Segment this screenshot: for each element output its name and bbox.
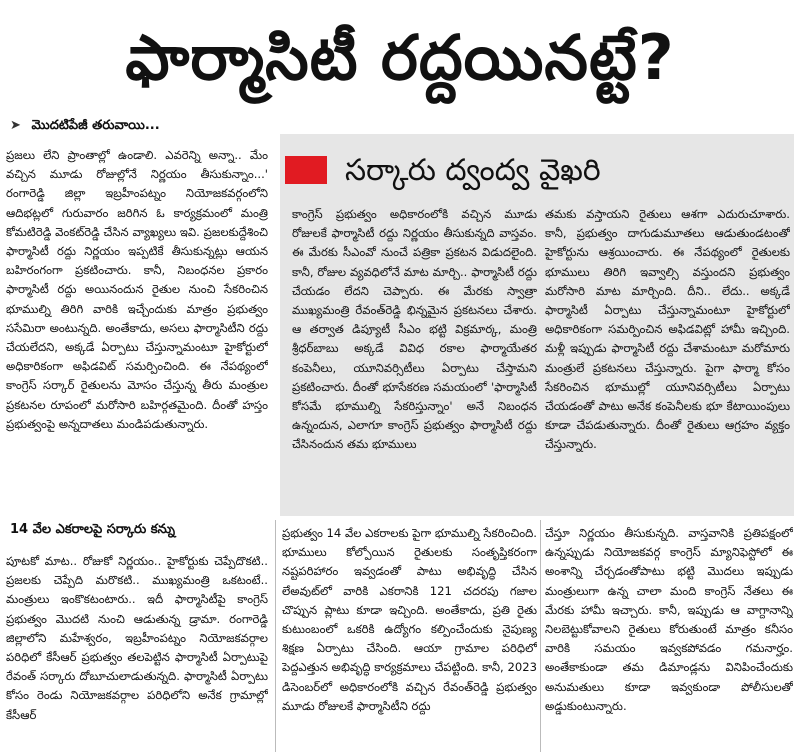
left-column-top	[6, 146, 268, 511]
left-column-bottom	[6, 552, 268, 752]
box-col-2-text: తమకు వస్తాయని రైతులు ఆశగా ఎదురుచూశారు. కానీ, ప్రభుత్వం దాగుడుమూతలు ఆడుతుండటంతో హైకోర్టును ఆశ్రయించారు. ఈ నేపథ్యంలో రైతులకు భూములు తిరిగి ఇవ్వాల్సి వస్తుందని ప్రభుత్వం మరోసారి మాట మార్చింది. దీని.. లేదు.. అక్కడే ఫార్మాసిటీ ఏర్పాటు చేస్తున్నామంటూ హైకోర్టులో అధికారికంగా సమర్పించిన అఫిడవిట్లో హామీ ఇచ్చింది. మళ్లీ ఇప్పుడు ఫార్మాసిటీ రద్దు చేశామంటూ మరోమారు మంత్రులే ప్రకటనలు చేస్తున్నారు. పైగా ఫార్మా కోసం సేకరించిన భూముల్లో యూనివర్సిటీలు ఏర్పాటు చేయడంతో పాటు అనేక కంపెనీలకు భూ కేటాయింపులు కూడా చేపడుతున్నారు. దీంతో రైతులు ఆగ్రహం వ్యక్తం చేస్తున్నారు.	[545, 207, 790, 452]
column-divider	[275, 520, 276, 752]
jump-note-text: మొదటిపేజీ తరువాయి...	[31, 118, 160, 133]
left-bottom-paragraph: పూటకో మాట.. రోజుకో నిర్ణయం.. హైకోర్టుకు చెప్పేదొకటి.. ప్రజలకు చెప్పేది మరొకటి.. ముఖ్యమంత్రి ఒకటంటే.. మంత్రులు ఇంకొకటంటారు.. ఇదీ ఫార్మాసిటీపై కాంగ్రెస్ ప్రభుత్వం మొదటి నుంచి ఆడుతున్న డ్రామా. రంగారెడ్డి జిల్లాలోని మహేశ్వరం, ఇబ్రహీంపట్నం నియోజకవర్గాల పరిధిలో కేసీఆర్ ప్రభుత్వం తలపెట్టిన ఫార్మాసిటీ ఏర్పాటుపై రేవంత్ సర్కారు దోబూచులాడుతున్నది. ఫార్మాసిటీ ఏర్పాటు కోసం రెండు నియోజకవర్గాల పరిధిలోని అనేక గ్రామాల్లో కేసీఆర్	[6, 554, 268, 722]
left-paragraph-1: ప్రజలు లేని ప్రాంతాల్లో ఉండాలి. ఎవరెన్ని అన్నా.. మేం వచ్చిన మూడు రోజుల్లోనే నిర్ణయం తీసుకున్నాం...' రంగారెడ్డి జిల్లా ఇబ్రహీంపట్నం నియోజకవర్గంలోని ఆదిభట్లలో గురువారం జరిగిన ఓ కార్యక్రమంలో మంత్రి కోమటిరెడ్డి వెంకట్‌రెడ్డి చేసిన వ్యాఖ్యలు ఇవి. ప్రజలకుద్దేశించి ఫార్మాసిటీ రద్దు నిర్ణయం ఇప్పటికే తీసుకున్నట్లు ఆయన బహిరంగంగా ప్రకటించారు. కానీ, నిబంధనల ప్రకారం ఫార్మాసిటీ రద్దు అయినందున రైతుల నుంచి సేకరించిన భూముల్ని తిరిగి వారికి ఇచ్చేందుకు మాత్రం ప్రభుత్వం ససేమిరా అంటున్నది. అంతేకాదు, అసలు ఫార్మాసిటీని రద్దు చేయలేదని, అక్కడే ఏర్పాటు చేస్తున్నామంటూ హైకోర్టులో అధికారికంగా అఫిడవిట్ సమర్పించింది. ఈ నేపథ్యంలో కాంగ్రెస్ సర్కార్ రైతులను మోసం చేస్తున్న తీరు మంత్రుల ప్రకటనల రూపంలో మరోసారి బహిర్గతమైంది. దీంతో హస్తం ప్రభుత్వంపై అన్నదాతలు మండిపడుతున్నారు.	[6, 148, 268, 431]
box-header	[285, 142, 790, 198]
red-square-marker	[285, 156, 327, 184]
right-column-bottom	[545, 524, 793, 752]
box-column-2	[545, 205, 790, 513]
box-title: సర్కారు ద్వంద్వ వైఖరి	[345, 153, 601, 188]
middle-bottom-paragraph: ప్రభుత్వం 14 వేల ఎకరాలకు పైగా భూముల్ని సేకరించింది. భూములు కోల్పోయిన రైతులకు సంతృప్తికరంగా నష్టపరిహారం ఇవ్వడంతో పాటు అభివృద్ధి చేసిన లేఅవుట్‌లో వారికి ఎకరానికి 121 చదరపు గజాల చొప్పున ప్లాటు కూడా ఇచ్చింది. అంతేకాదు, ప్రతి రైతు కుటుంబంలో ఒకరికి ఉద్యోగం కల్పించేందుకు నైపుణ్య శిక్షణ ఏర్పాటు చేసింది. ఆయా గ్రామాల పరిధిలో పెద్దఎత్తున అభివృద్ధి కార్యక్రమాలు చేపట్టింది. కానీ, 2023 డిసెంబర్‌లో అధికారంలోకి వచ్చిన రేవంత్‌రెడ్డి ప్రభుత్వం మూడు రోజులకే ఫార్మాసిటీని రద్దు	[282, 526, 537, 713]
chevron-right-icon: ➤	[10, 118, 21, 133]
box-column-1	[292, 205, 537, 513]
headline: ఫార్మాసిటీ రద్దయినట్టే?	[125, 21, 675, 94]
right-bottom-paragraph: చేస్తూ నిర్ణయం తీసుకున్నది. వాస్తవానికి ప్రతిపక్షంలో ఉన్నప్పుడు నియోజకవర్గ కాంగ్రెస్ మ్యానిఫెస్టోలో ఈ అంశాన్ని చేర్చడంతోపాటు భట్టి మొదలు ఇప్పుడు మంత్రులుగా ఉన్న చాలా మంది కాంగ్రెస్ నేతలు ఈ మేరకు హామీ ఇచ్చారు. కానీ, ఇప్పుడు ఆ వాగ్దానాన్ని నిలబెట్టుకోవాలని రైతులు కోరుతుంటే మాత్రం కనీసం వారికి సమయం ఇవ్వకపోవడం గమనార్హం. అంతేకాకుండా తమ డిమాండ్లను వినిపించేందుకు అనుమతులు కూడా ఇవ్వకుండా పోలీసులతో అడ్డుకుంటున్నారు.	[545, 526, 793, 713]
box-col-1-text: కాంగ్రెస్ ప్రభుత్వం అధికారంలోకి వచ్చిన మూడు రోజులకే ఫార్మాసిటీ రద్దు నిర్ణయం తీసుకున్నది వాస్తవం. ఈ మేరకు సీఎంవో నుంచే పత్రికా ప్రకటన విడుదలైంది. కానీ, రోజుల వ్యవధిలోనే మాట మార్చి.. ఫార్మాసిటీ రద్దు చేయడం లేదని చెప్పారు. ఈ మేరకు స్వాత్రా ముఖ్యమంత్రి రేవంత్‌రెడ్డి భిన్నమైన ప్రకటనలు చేశారు. ఆ తర్వాత డిప్యూటీ సీఎం భట్టి విక్రమార్క, మంత్రి శ్రీధర్‌బాబు అక్కడే వివిధ రకాల ఫార్మాయేతర కంపెనీలు, యూనివర్సిటీలు ఏర్పాటు చేస్తామని ప్రకటించారు. దీంతో భూసేకరణ సమయంలో 'ఫార్మాసిటీ కోసమే భూముల్ని సేకరిస్తున్నాం' అనే నిబంధన ఉన్నందున, ఎలాగూ కాంగ్రెస్ ప్రభుత్వం ఫార్మాసిటీ రద్దు చేసినందున తమ భూములు	[292, 207, 537, 452]
left-subheading: 14 వేల ఎకరాలపై సర్కారు కన్ను	[10, 522, 176, 537]
jump-note	[10, 118, 280, 138]
column-divider	[540, 520, 541, 752]
middle-column-bottom	[282, 524, 537, 752]
